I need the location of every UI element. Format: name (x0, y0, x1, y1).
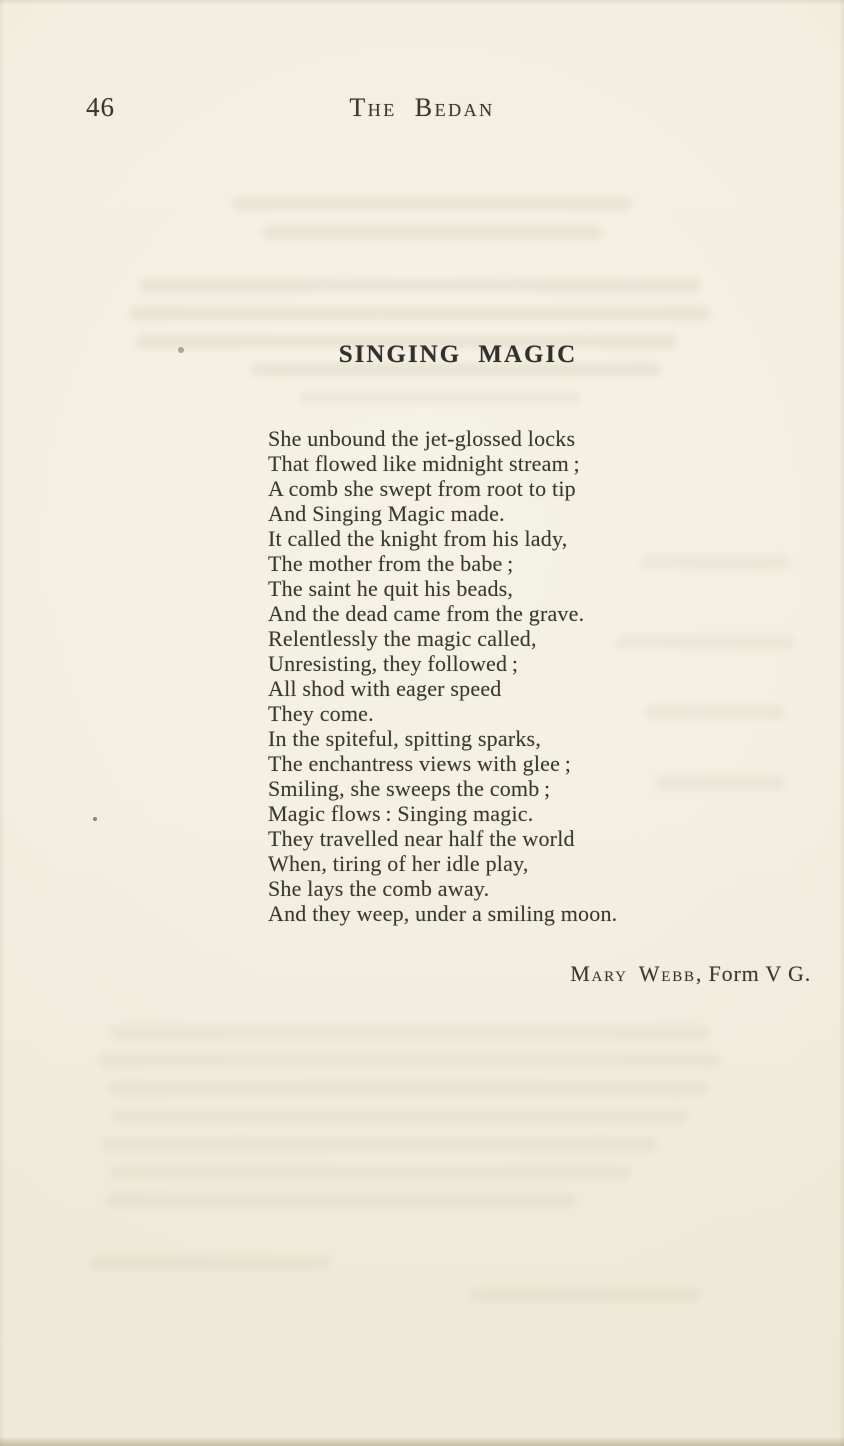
poem-line: The saint he quit his beads, (268, 576, 514, 601)
poem-line: They come. (268, 701, 374, 726)
poem-line: It called the knight from his lady, (268, 526, 568, 551)
bleed-through-smudge (130, 307, 710, 320)
poem-text (268, 426, 688, 926)
page-edge-shadow-bottom (0, 1437, 844, 1446)
poem-line: And the dead came from the grave. (268, 601, 585, 626)
poem-line: They travelled near half the world (268, 826, 575, 851)
poem-line: And Singing Magic made. (268, 501, 505, 526)
bleed-through-smudge (112, 1110, 687, 1123)
page-number: 46 (86, 92, 115, 122)
poem-line: Magic flows : Singing magic. (268, 801, 534, 826)
bleed-through-smudge (140, 279, 700, 292)
poem-line: The enchantress views with glee ; (268, 751, 572, 776)
bleed-through-smudge (100, 1054, 720, 1067)
poem-line: Smiling, she sweeps the comb ; (268, 776, 551, 801)
bleed-through-smudge (232, 197, 632, 210)
poem-line: All shod with eager speed (268, 676, 502, 701)
bleed-through-smudge (262, 226, 602, 239)
poem-line: She lays the comb away. (268, 876, 490, 901)
poem-line: Relentlessly the magic called, (268, 626, 537, 651)
page-edge-shadow-right (839, 0, 844, 1446)
bleed-through-smudge (106, 1194, 576, 1207)
bleed-through-smudge (90, 1256, 330, 1269)
bleed-through-smudge (108, 1082, 708, 1095)
poem-line: And they weep, under a smiling moon. (268, 901, 618, 926)
author-form: Form V G. (708, 961, 811, 986)
paper-speck (93, 817, 97, 821)
poem-line: A comb she swept from root to tip (268, 476, 576, 501)
poem-line: That flowed like midnight stream ; (268, 451, 580, 476)
bleed-through-smudge (110, 1166, 630, 1179)
running-title: The Bedan (349, 93, 495, 122)
poem-line: When, tiring of her idle play, (268, 851, 529, 876)
poem-line: She unbound the jet-glossed locks (268, 426, 576, 451)
poem-attribution (570, 961, 811, 987)
bleed-through-smudge (110, 1026, 710, 1039)
page-edge-shadow-left (0, 0, 5, 1446)
poem-line: Unresisting, they followed ; (268, 651, 519, 676)
poem-line: In the spiteful, spitting sparks, (268, 726, 542, 751)
bleed-through-smudge (300, 391, 580, 404)
poem-title: SINGING MAGIC (338, 341, 578, 368)
author-name: Mary Webb, (570, 961, 704, 986)
bleed-through-smudge (102, 1138, 657, 1151)
paper-speck (178, 347, 184, 353)
poem-line: The mother from the babe ; (268, 551, 514, 576)
bleed-through-smudge (470, 1288, 700, 1301)
page-edge-shadow-top (0, 0, 844, 5)
